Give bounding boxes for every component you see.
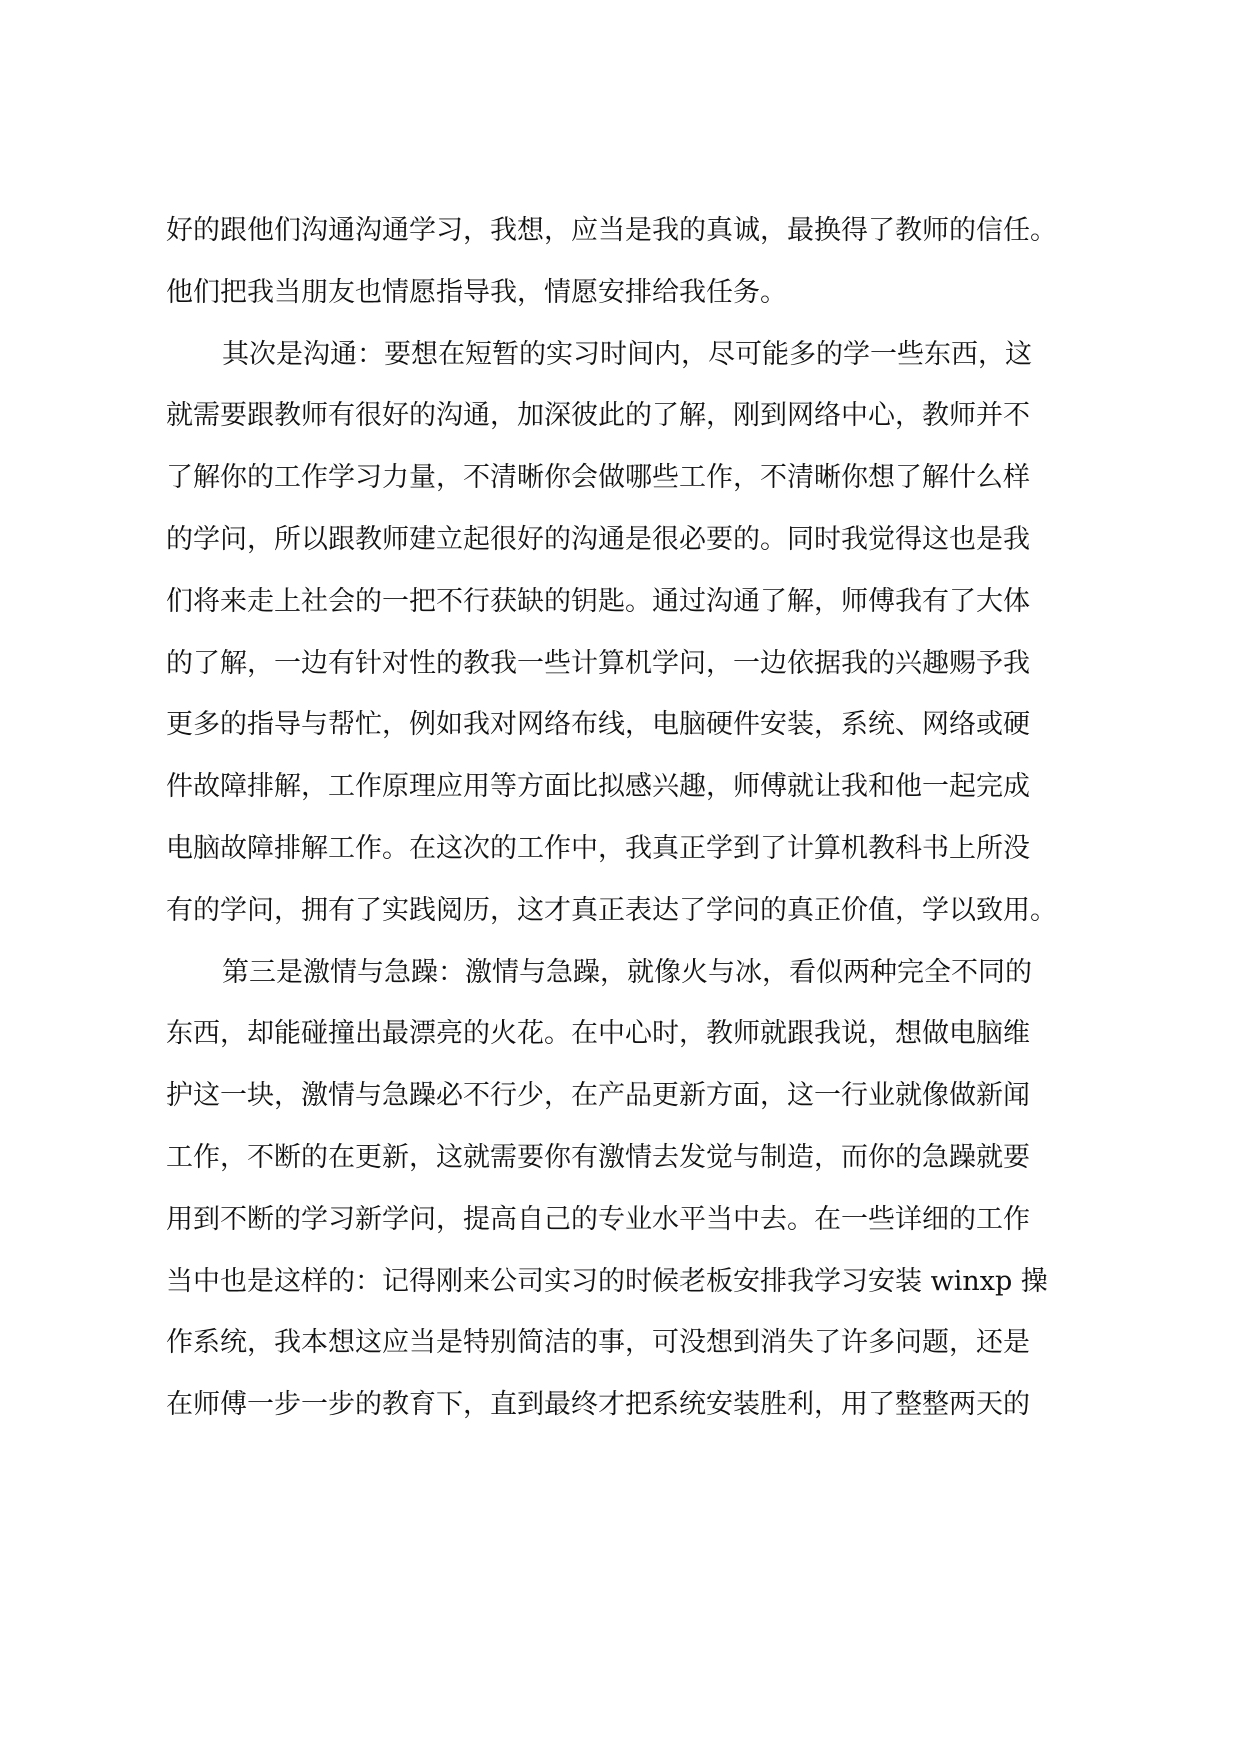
- body-text: [166, 200, 1082, 1436]
- text-line: 工作，不断的在更新，这就需要你有激情去发觉与制造，而你的急躁就要: [166, 1141, 1030, 1173]
- text-line: 好的跟他们沟通沟通学习，我想，应当是我的真诚，最换得了教师的信任。: [166, 215, 1057, 246]
- text-line: 们将来走上社会的一把不行获缺的钥匙。通过沟通了解，师傅我有了大体: [166, 585, 1030, 617]
- text-line: 东西，却能碰撞出最漂亮的火花。在中心时，教师就跟我说，想做电脑维: [166, 1018, 1030, 1050]
- text-line: 护这一块，激情与急躁必不行少，在产品更新方面，这一行业就像做新闻: [166, 1080, 1030, 1112]
- text-line: 用到不断的学习新学问，提高自己的专业水平当中去。在一些详细的工作: [166, 1203, 1030, 1235]
- paragraph-start-line: 其次是沟通：要想在短暂的实习时间内，尽可能多的学一些东西，这: [222, 338, 1032, 370]
- text-line: 的学问，所以跟教师建立起很好的沟通是很必要的。同时我觉得这也是我: [166, 523, 1030, 555]
- text-line: 的了解，一边有针对性的教我一些计算机学问，一边依据我的兴趣赐予我: [166, 647, 1030, 679]
- text-line: 当中也是这样的：记得刚来公司实习的时候老板安排我学习安装 winxp 操: [166, 1265, 1048, 1297]
- text-line: 他们把我当朋友也情愿指导我，情愿安排给我任务。: [166, 276, 787, 308]
- text-line: 作系统，我本想这应当是特别简洁的事，可没想到消失了许多问题，还是: [166, 1327, 1030, 1359]
- text-line: 电脑故障排解工作。在这次的工作中，我真正学到了计算机教科书上所没: [166, 832, 1030, 864]
- text-line: 件故障排解，工作原理应用等方面比拟感兴趣，师傅就让我和他一起完成: [166, 771, 1030, 803]
- text-line: 更多的指导与帮忙，例如我对网络布线，电脑硬件安装，系统、网络或硬: [166, 709, 1030, 741]
- text-line: 了解你的工作学习力量，不清晰你会做哪些工作，不清晰你想了解什么样: [166, 462, 1030, 494]
- paragraph-start-line: 第三是激情与急躁：激情与急躁，就像火与冰，看似两种完全不同的: [222, 956, 1032, 988]
- text-line: 有的学问，拥有了实践阅历，这才真正表达了学问的真正价值，学以致用。: [166, 894, 1057, 926]
- text-line: 在师傅一步一步的教育下，直到最终才把系统安装胜利，用了整整两天的: [166, 1389, 1030, 1421]
- text-line: 就需要跟教师有很好的沟通，加深彼此的了解，刚到网络中心，教师并不: [166, 400, 1030, 432]
